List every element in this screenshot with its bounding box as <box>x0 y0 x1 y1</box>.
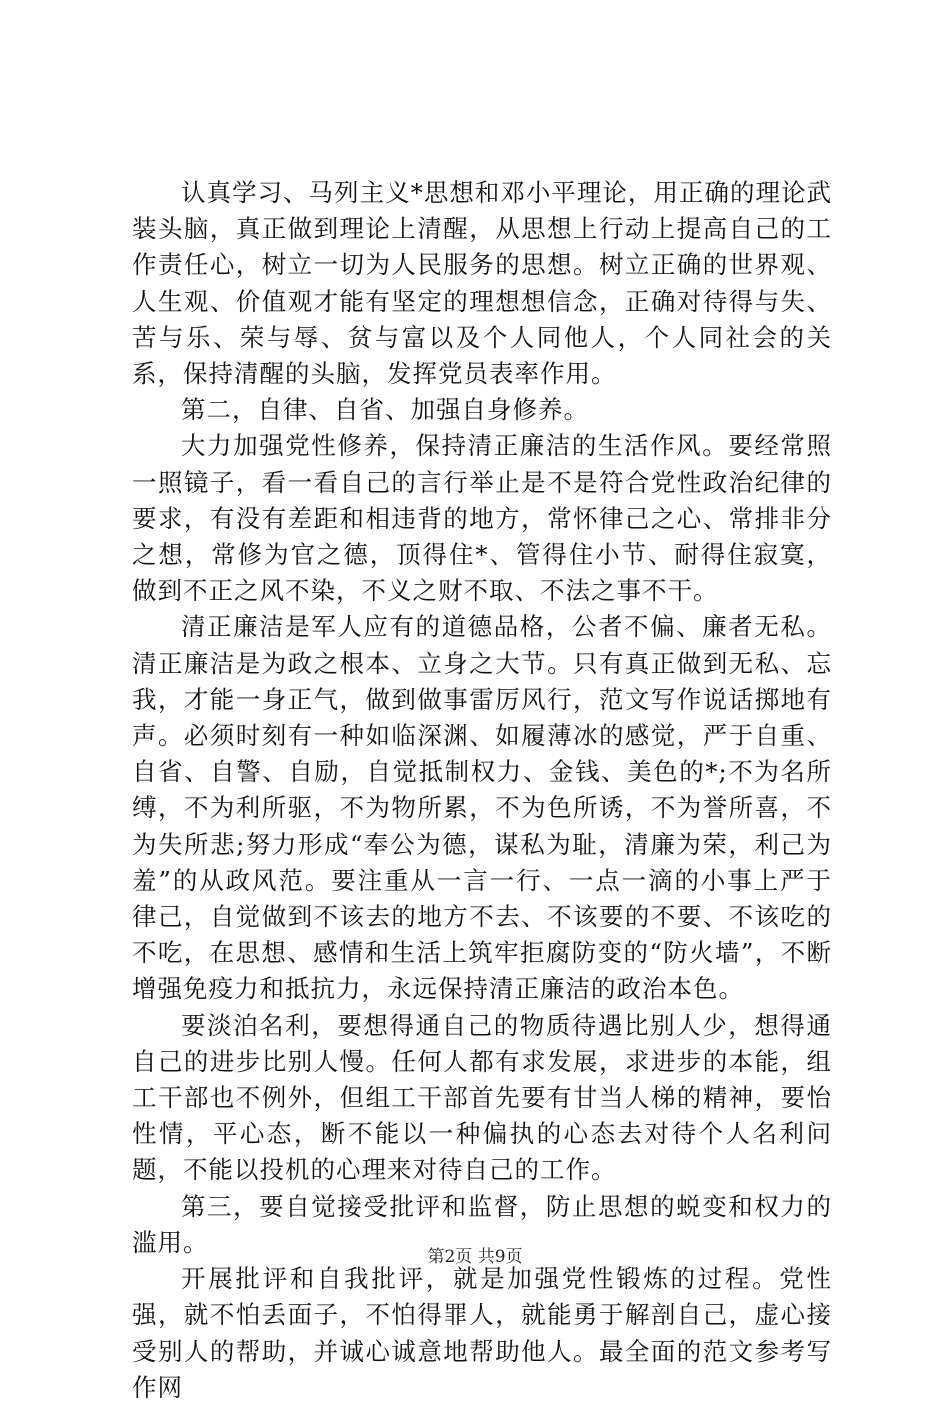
paragraph-study-theory: 认真学习、马列主义*思想和邓小平理论，用正确的理论武装头脑，真正做到理论上清醒，从思想上行动上提高自己的工作责任心，树立一切为人民服务的思想。树立正确的世界观、人生观、价值观才能有坚定的理想想信念，正确对待得与失、苦与乐、荣与辱、贫与富以及个人同他人，个人同社会的关系，保持清醒的头脑，发挥党员表率作用。 <box>132 178 832 389</box>
document-body <box>132 175 832 1406</box>
paragraph-party-cultivation: 大力加强党性修养，保持清正廉洁的生活作风。要经常照一照镜子，看一看自己的言行举止是不是符合党性政治纪律的要求，有没有差距和相违背的地方，常怀律己之心、常排非分之想，常修为官之德，顶得住*、管得住小节、耐得住寂寞，做到不正之风不染，不义之财不取、不法之事不干。 <box>132 431 832 606</box>
heading-third-criticism: 第三，要自觉接受批评和监督，防止思想的蜕变和权力的滥用。 <box>132 1191 832 1257</box>
paragraph-integrity: 清正廉洁是军人应有的道德品格，公者不偏、廉者无私。清正廉洁是为政之根本、立身之大节。只有真正做到无私、忘我，才能一身正气，做到做事雷厉风行，范文写作说话掷地有声。必须时刻有一种如临深渊、如履薄冰的感觉，严于自重、自省、自警、自励，自觉抵制权力、金钱、美色的*;不为名所缚，不为利所驱，不为物所累，不为色所诱，不为誉所喜，不为失所悲;努力形成“奉公为德，谋私为耻，清廉为荣，利己为羞”的从政风范。要注重从一言一行、一点一滴的小事上严于律己，自觉做到不该去的地方不去、不该要的不要、不该吃的不吃，在思想、感情和生活上筑牢拒腐防变的“防火墙”，不断增强免疫力和抵抗力，永远保持清正廉洁的政治本色。 <box>132 612 832 1004</box>
heading-second-self-discipline: 第二，自律、自省、加强自身修养。 <box>181 395 589 425</box>
paragraph-self-criticism: 开展批评和自我批评，就是加强党性锻炼的过程。党性强，就不怕丢面子，不怕得罪人，就能勇于解剖自己，虚心接受别人的帮助，并诚心诚意地帮助他人。最全面的范文参考写作网 <box>132 1264 832 1402</box>
page-number-footer: 第2页 共9页 <box>427 1247 523 1267</box>
paragraph-fame-and-gain: 要淡泊名利，要想得通自己的物质待遇比别人少，想得通自己的进步比别人慢。任何人都有求发展，求进步的本能，组工干部也不例外，但组工干部首先要有甘当人梯的精神，要怡性情，平心态，断不能以一种偏执的心态去对待个人名利问题，不能以投机的心理来对待自己的工作。 <box>132 1010 832 1185</box>
